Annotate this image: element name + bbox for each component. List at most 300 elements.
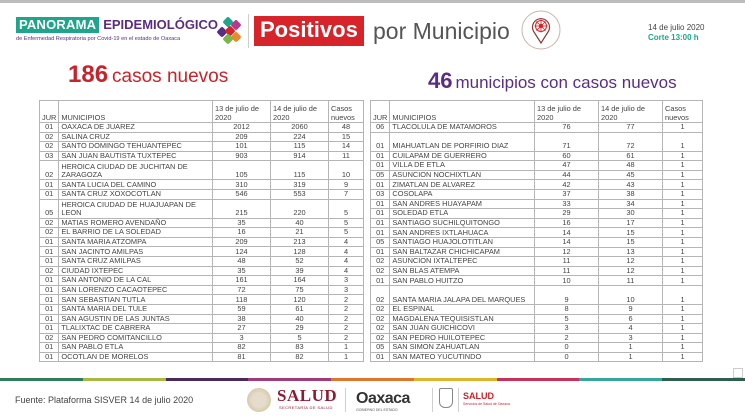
jur-cell: 02: [40, 266, 59, 276]
new-cases-cell: 5: [329, 199, 364, 218]
jul14-cell: 13: [599, 247, 663, 257]
jul14-cell: 34: [599, 199, 663, 209]
jul13-cell: 903: [213, 151, 271, 161]
jul13-cell: 82: [213, 343, 271, 353]
brand-subtitle: de Enfermedad Respiratoria por Covid-19 en el estado de Oaxaca: [16, 36, 181, 42]
new-cases-cell: 10: [329, 161, 364, 180]
table-row: [40, 142, 364, 152]
municipio-cell: SAN LORENZO CACAOTEPEC: [59, 285, 213, 295]
jur-cell: 01: [40, 247, 59, 257]
new-cases-cell: 1: [663, 304, 703, 314]
new-cases-cell: 3: [329, 285, 364, 295]
jul14-cell: 45: [599, 170, 663, 180]
jur-cell: 01: [371, 132, 390, 151]
municipio-cell: SOLEDAD ETLA: [390, 209, 535, 219]
jur-cell: 03: [40, 151, 59, 161]
municipio-cell: OCOTLAN DE MORELOS: [59, 352, 213, 362]
new-cases-summary: [68, 61, 228, 89]
report-date: 14 de julio 2020: [648, 23, 705, 32]
cutoff-time: Corte 13:00 h: [648, 33, 699, 42]
jul13-cell: 29: [535, 209, 599, 219]
jul14-cell: 52: [271, 256, 329, 266]
jul13-cell: 60: [535, 151, 599, 161]
jur-cell: 05: [40, 199, 59, 218]
stripe-segment: [331, 378, 414, 381]
new-cases-cell: 48: [329, 123, 364, 133]
jul13-cell: 27: [213, 324, 271, 334]
municipio-cell: SAN AGUSTIN DE LAS JUNTAS: [59, 314, 213, 324]
footer-divider: [432, 388, 433, 412]
table-row: [371, 189, 703, 199]
table-row: [371, 132, 703, 151]
table-row: [371, 257, 703, 267]
col-jul14: 14 de julio de 2020: [599, 101, 663, 123]
jul14-cell: 17: [599, 218, 663, 228]
jur-cell: 01: [40, 295, 59, 305]
title-positivos: Positivos: [254, 16, 364, 46]
new-cases-cell: 1: [663, 314, 703, 324]
new-cases-cell: 2: [329, 314, 364, 324]
jur-cell: 01: [371, 228, 390, 238]
jul14-cell: 128: [271, 247, 329, 257]
jul14-cell: 40: [271, 218, 329, 228]
table-row: [40, 228, 364, 238]
new-cases-cell: 1: [329, 343, 364, 353]
jul14-cell: 77: [599, 123, 663, 133]
jur-cell: 02: [371, 266, 390, 276]
table-row: [40, 247, 364, 257]
jul14-cell: 83: [271, 343, 329, 353]
jur-cell: 01: [40, 237, 59, 247]
table-row: [371, 266, 703, 276]
table-row: [40, 314, 364, 324]
jul13-cell: 0: [535, 343, 599, 353]
jul14-cell: 75: [271, 285, 329, 295]
jur-cell: 01: [371, 218, 390, 228]
municipio-cell: SAN PABLO HUITZO: [390, 276, 535, 286]
jul14-cell: 61: [599, 151, 663, 161]
jul13-cell: 38: [213, 314, 271, 324]
municipio-cell: HEROICA CIUDAD DE JUCHITAN DE ZARAGOZA: [59, 161, 213, 180]
col-jur: JUR: [40, 101, 59, 123]
new-cases-cell: 1: [663, 343, 703, 353]
new-cases-cell: 5: [329, 228, 364, 238]
municipio-cell: SAN PEDRO HUILOTEPEC: [390, 333, 535, 343]
table-row: [40, 304, 364, 314]
municipio-cell: HEROICA CIUDAD DE HUAJUAPAN DE LEON: [59, 199, 213, 218]
new-cases-cell: 1: [663, 170, 703, 180]
col-jul13: 13 de julio de 2020: [213, 101, 271, 123]
municipio-cell: SAN BALTAZAR CHICHICAPAM: [390, 247, 535, 257]
jul14-cell: 213: [271, 237, 329, 247]
jul14-cell: 115: [271, 161, 329, 180]
jul14-cell: 61: [271, 304, 329, 314]
new-cases-cell: 11: [329, 151, 364, 161]
jul14-cell: 29: [271, 324, 329, 334]
jur-cell: 01: [371, 151, 390, 161]
table-row: [40, 151, 364, 161]
new-cases-cell: 1: [663, 132, 703, 151]
municipio-cell: SAN JACINTO AMILPAS: [59, 247, 213, 257]
new-cases-cell: 1: [663, 209, 703, 219]
jul13-cell: 44: [535, 170, 599, 180]
municipalities-label: municipios con casos nuevos: [455, 73, 677, 92]
jul14-cell: 3: [599, 333, 663, 343]
new-cases-cell: 1: [663, 247, 703, 257]
new-cases-cell: 1: [663, 266, 703, 276]
jul13-cell: 14: [535, 237, 599, 247]
jul14-cell: 30: [599, 209, 663, 219]
new-cases-cell: 1: [329, 352, 364, 362]
municipio-cell: ZIMATLAN DE ALVAREZ: [390, 180, 535, 190]
jul13-cell: 11: [535, 266, 599, 276]
jul13-cell: 546: [213, 189, 271, 199]
table-row: [40, 276, 364, 286]
table-row: [371, 151, 703, 161]
jul14-cell: 1: [599, 352, 663, 362]
table-row: [40, 285, 364, 295]
municipio-cell: SANTA LUCIA DEL CAMINO: [59, 180, 213, 190]
table-row: [371, 218, 703, 228]
municipio-cell: VILLA DE ETLA: [390, 161, 535, 171]
new-cases-cell: 1: [663, 180, 703, 190]
municipio-cell: SANTO DOMINGO TEHUANTEPEC: [59, 142, 213, 152]
jul13-cell: 35: [213, 218, 271, 228]
new-cases-cell: 14: [329, 142, 364, 152]
jul14-cell: 72: [599, 132, 663, 151]
new-cases-cell: 15: [329, 132, 364, 142]
table-row: [371, 209, 703, 219]
jul13-cell: 48: [213, 256, 271, 266]
jur-cell: 02: [40, 333, 59, 343]
table-row: [371, 324, 703, 334]
cases-table-right: [370, 100, 703, 362]
jul14-cell: 120: [271, 295, 329, 305]
municipio-cell: SANTA MARIA JALAPA DEL MARQUES: [390, 285, 535, 304]
new-cases-cell: 2: [329, 304, 364, 314]
jul13-cell: 8: [535, 304, 599, 314]
table-header-row: [40, 101, 364, 123]
new-cases-cell: 1: [663, 285, 703, 304]
jul14-cell: 11: [599, 276, 663, 286]
jul13-cell: 310: [213, 180, 271, 190]
jur-cell: 01: [40, 285, 59, 295]
jul13-cell: 11: [535, 257, 599, 267]
table-row: [40, 161, 364, 180]
color-stripe: [0, 378, 745, 381]
municipio-cell: SAN ANDRES IXTLAHUACA: [390, 228, 535, 238]
jur-cell: 01: [371, 352, 390, 362]
jul13-cell: 12: [535, 247, 599, 257]
table-row: [40, 189, 364, 199]
jur-cell: 01: [40, 343, 59, 353]
jul13-cell: 209: [213, 237, 271, 247]
jul13-cell: 47: [535, 161, 599, 171]
jur-cell: 01: [40, 180, 59, 190]
jul13-cell: 33: [535, 199, 599, 209]
col-jur: JUR: [371, 101, 390, 123]
jul13-cell: 215: [213, 199, 271, 218]
jul14-cell: 12: [599, 257, 663, 267]
new-cases-cell: 1: [663, 151, 703, 161]
municipio-cell: TLALIXTAC DE CABRERA: [59, 324, 213, 334]
municipio-cell: ASUNCION IXTALTEPEC: [390, 257, 535, 267]
jur-cell: 01: [371, 247, 390, 257]
municipio-cell: SAN MATEO YUCUTINDO: [390, 352, 535, 362]
jur-cell: 01: [371, 161, 390, 171]
jul13-cell: 72: [213, 285, 271, 295]
logo-oaxaca-subtitle: GOBIERNO DEL ESTADO: [356, 408, 398, 412]
jul14-cell: 914: [271, 151, 329, 161]
jul14-cell: 39: [271, 266, 329, 276]
table-row: [371, 123, 703, 133]
municipalities-number: 46: [428, 68, 453, 93]
table-row: [371, 247, 703, 257]
municipio-cell: SAN JUAN GUICHICOVI: [390, 324, 535, 334]
jul14-cell: 6: [599, 314, 663, 324]
municipio-cell: ASUNCION NOCHIXTLAN: [390, 170, 535, 180]
table-row: [371, 199, 703, 209]
header-divider: [248, 14, 249, 48]
jur-cell: 02: [371, 285, 390, 304]
panorama-logo-icon: [215, 17, 243, 45]
jur-cell: 01: [371, 199, 390, 209]
new-cases-number: 186: [68, 61, 109, 88]
table-row: [40, 324, 364, 334]
jur-cell: 03: [371, 189, 390, 199]
footer-divider: [345, 388, 346, 412]
jur-cell: 02: [40, 161, 59, 180]
municipio-cell: SAN SEBASTIAN TUTLA: [59, 295, 213, 305]
new-cases-cell: 1: [663, 189, 703, 199]
table-header-row: [371, 101, 703, 123]
jul13-cell: 71: [535, 132, 599, 151]
jur-cell: 02: [40, 228, 59, 238]
jul14-cell: 15: [599, 237, 663, 247]
jul13-cell: 105: [213, 161, 271, 180]
brand-epidemiologico: EPIDEMIOLÓGICO: [103, 17, 219, 32]
mexico-seal-icon: [247, 388, 271, 412]
stripe-segment: [414, 378, 497, 381]
jul14-cell: 48: [599, 161, 663, 171]
municipio-cell: SALINA CRUZ: [59, 132, 213, 142]
stripe-segment: [83, 378, 166, 381]
col-municipios: MUNICIPIOS: [390, 101, 535, 123]
table-row: [40, 123, 364, 133]
table-row: [40, 295, 364, 305]
jul14-cell: 319: [271, 180, 329, 190]
brand-panorama: PANORAMA: [16, 17, 99, 33]
new-cases-cell: 4: [329, 237, 364, 247]
jur-cell: 01: [40, 352, 59, 362]
municipio-cell: CIUDAD IXTEPEC: [59, 266, 213, 276]
municipio-cell: MAGDALENA TEQUISISTLAN: [390, 314, 535, 324]
jul13-cell: 3: [213, 333, 271, 343]
oaxaca-shield-icon: [439, 388, 453, 408]
stripe-segment: [662, 378, 745, 381]
new-cases-cell: 2: [329, 324, 364, 334]
table-row: [371, 276, 703, 286]
jul14-cell: 224: [271, 132, 329, 142]
jur-cell: 02: [371, 333, 390, 343]
jul13-cell: 0: [535, 352, 599, 362]
jul13-cell: 118: [213, 295, 271, 305]
new-cases-cell: 1: [663, 324, 703, 334]
jul14-cell: 43: [599, 180, 663, 190]
table-row: [371, 170, 703, 180]
table-row: [40, 132, 364, 142]
municipio-cell: TLACOLULA DE MATAMOROS: [390, 123, 535, 133]
municipio-cell: SAN ANDRES HUAYAPAM: [390, 199, 535, 209]
municipio-cell: COSOLAPA: [390, 189, 535, 199]
jul13-cell: 59: [213, 304, 271, 314]
table-row: [40, 256, 364, 266]
table-row: [40, 266, 364, 276]
jur-cell: 06: [371, 123, 390, 133]
jul14-cell: 82: [271, 352, 329, 362]
jul13-cell: 42: [535, 180, 599, 190]
new-cases-cell: 4: [329, 266, 364, 276]
footer-divider: [458, 388, 459, 412]
col-jul13: 13 de julio de 2020: [535, 101, 599, 123]
municipalities-summary: [428, 68, 677, 94]
table-row: [40, 352, 364, 362]
municipio-cell: SAN PEDRO COMITANCILLO: [59, 333, 213, 343]
jur-cell: 02: [40, 142, 59, 152]
jul13-cell: 5: [535, 314, 599, 324]
jul14-cell: 2060: [271, 123, 329, 133]
cases-table-left: [39, 100, 364, 362]
jul13-cell: 81: [213, 352, 271, 362]
jur-cell: 02: [40, 132, 59, 142]
table-row: [371, 285, 703, 304]
jul14-cell: 115: [271, 142, 329, 152]
table-row: [371, 180, 703, 190]
stripe-segment: [579, 378, 662, 381]
new-cases-cell: 1: [663, 228, 703, 238]
municipio-cell: MATIAS ROMERO AVENDAÑO: [59, 218, 213, 228]
jul13-cell: 16: [213, 228, 271, 238]
new-cases-cell: 1: [663, 352, 703, 362]
jur-cell: 05: [371, 343, 390, 353]
municipio-cell: SANTIAGO HUAJOLOTITLAN: [390, 237, 535, 247]
corner-marker: [733, 368, 743, 378]
municipio-cell: SAN ANTONIO DE LA CAL: [59, 276, 213, 286]
table-row: [371, 228, 703, 238]
jur-cell: 01: [371, 276, 390, 286]
top-border: [0, 0, 745, 3]
table-row: [40, 218, 364, 228]
new-cases-cell: 1: [663, 237, 703, 247]
jul14-cell: 553: [271, 189, 329, 199]
municipio-cell: SANTA MARIA DEL TULE: [59, 304, 213, 314]
jul14-cell: 10: [599, 285, 663, 304]
source-note: Fuente: Plataforma SISVER 14 de julio 2020: [15, 395, 194, 405]
table-row: [371, 304, 703, 314]
new-cases-cell: 4: [329, 256, 364, 266]
jur-cell: 05: [371, 170, 390, 180]
jul14-cell: 38: [599, 189, 663, 199]
jul13-cell: 161: [213, 276, 271, 286]
jur-cell: 02: [371, 314, 390, 324]
jul13-cell: 76: [535, 123, 599, 133]
jur-cell: 02: [371, 257, 390, 267]
jul14-cell: 164: [271, 276, 329, 286]
jul14-cell: 220: [271, 199, 329, 218]
logo-salud-oaxaca-subtitle: Servicios de Salud de Oaxaca: [463, 402, 510, 406]
jul14-cell: 21: [271, 228, 329, 238]
table-row: [371, 343, 703, 353]
new-cases-label: casos nuevos: [112, 66, 229, 87]
jur-cell: 02: [371, 324, 390, 334]
jul14-cell: 9: [599, 304, 663, 314]
jul14-cell: 15: [599, 228, 663, 238]
stripe-segment: [166, 378, 249, 381]
stripe-segment: [248, 378, 331, 381]
jul14-cell: 4: [599, 324, 663, 334]
logo-salud-oaxaca: SALUD: [463, 391, 494, 401]
new-cases-cell: 1: [663, 257, 703, 267]
new-cases-cell: 7: [329, 189, 364, 199]
jul14-cell: 5: [271, 333, 329, 343]
table-row: [40, 237, 364, 247]
jur-cell: 01: [40, 256, 59, 266]
jul14-cell: 1: [599, 343, 663, 353]
new-cases-cell: 9: [329, 180, 364, 190]
jur-cell: 01: [40, 123, 59, 133]
jul13-cell: 14: [535, 228, 599, 238]
new-cases-cell: 1: [663, 276, 703, 286]
municipio-cell: SANTA CRUZ XOXOCOTLAN: [59, 189, 213, 199]
jul13-cell: 37: [535, 189, 599, 199]
logo-oaxaca: Oaxaca: [356, 390, 410, 407]
municipio-cell: SAN PABLO ETLA: [59, 343, 213, 353]
jul13-cell: 3: [535, 324, 599, 334]
stripe-segment: [497, 378, 580, 381]
table-row: [371, 352, 703, 362]
municipio-cell: SANTIAGO SUCHILQUITONGO: [390, 218, 535, 228]
jur-cell: 05: [371, 237, 390, 247]
jul14-cell: 12: [599, 266, 663, 276]
table-row: [371, 237, 703, 247]
municipio-cell: SAN SIMON ZAHUATLAN: [390, 343, 535, 353]
new-cases-cell: 5: [329, 218, 364, 228]
col-nuevos: Casos nuevos: [329, 101, 364, 123]
title-por-municipio: por Municipio: [373, 18, 510, 44]
new-cases-cell: 1: [663, 161, 703, 171]
new-cases-cell: 1: [663, 218, 703, 228]
jul13-cell: 10: [535, 276, 599, 286]
jul13-cell: 35: [213, 266, 271, 276]
location-pin-virus-icon: [521, 10, 561, 50]
table-row: [40, 199, 364, 218]
jur-cell: 02: [371, 304, 390, 314]
municipio-cell: OAXACA DE JUAREZ: [59, 123, 213, 133]
col-nuevos: Casos nuevos: [663, 101, 703, 123]
table-row: [40, 180, 364, 190]
jur-cell: 02: [40, 218, 59, 228]
jur-cell: 01: [371, 180, 390, 190]
jul13-cell: 9: [535, 285, 599, 304]
municipio-cell: EL ESPINAL: [390, 304, 535, 314]
col-jul14: 14 de julio de 2020: [271, 101, 329, 123]
col-municipios: MUNICIPIOS: [59, 101, 213, 123]
municipio-cell: SANTA CRUZ AMILPAS: [59, 256, 213, 266]
municipio-cell: CUILAPAM DE GUERRERO: [390, 151, 535, 161]
new-cases-cell: 3: [329, 276, 364, 286]
table-row: [371, 161, 703, 171]
jul13-cell: 16: [535, 218, 599, 228]
